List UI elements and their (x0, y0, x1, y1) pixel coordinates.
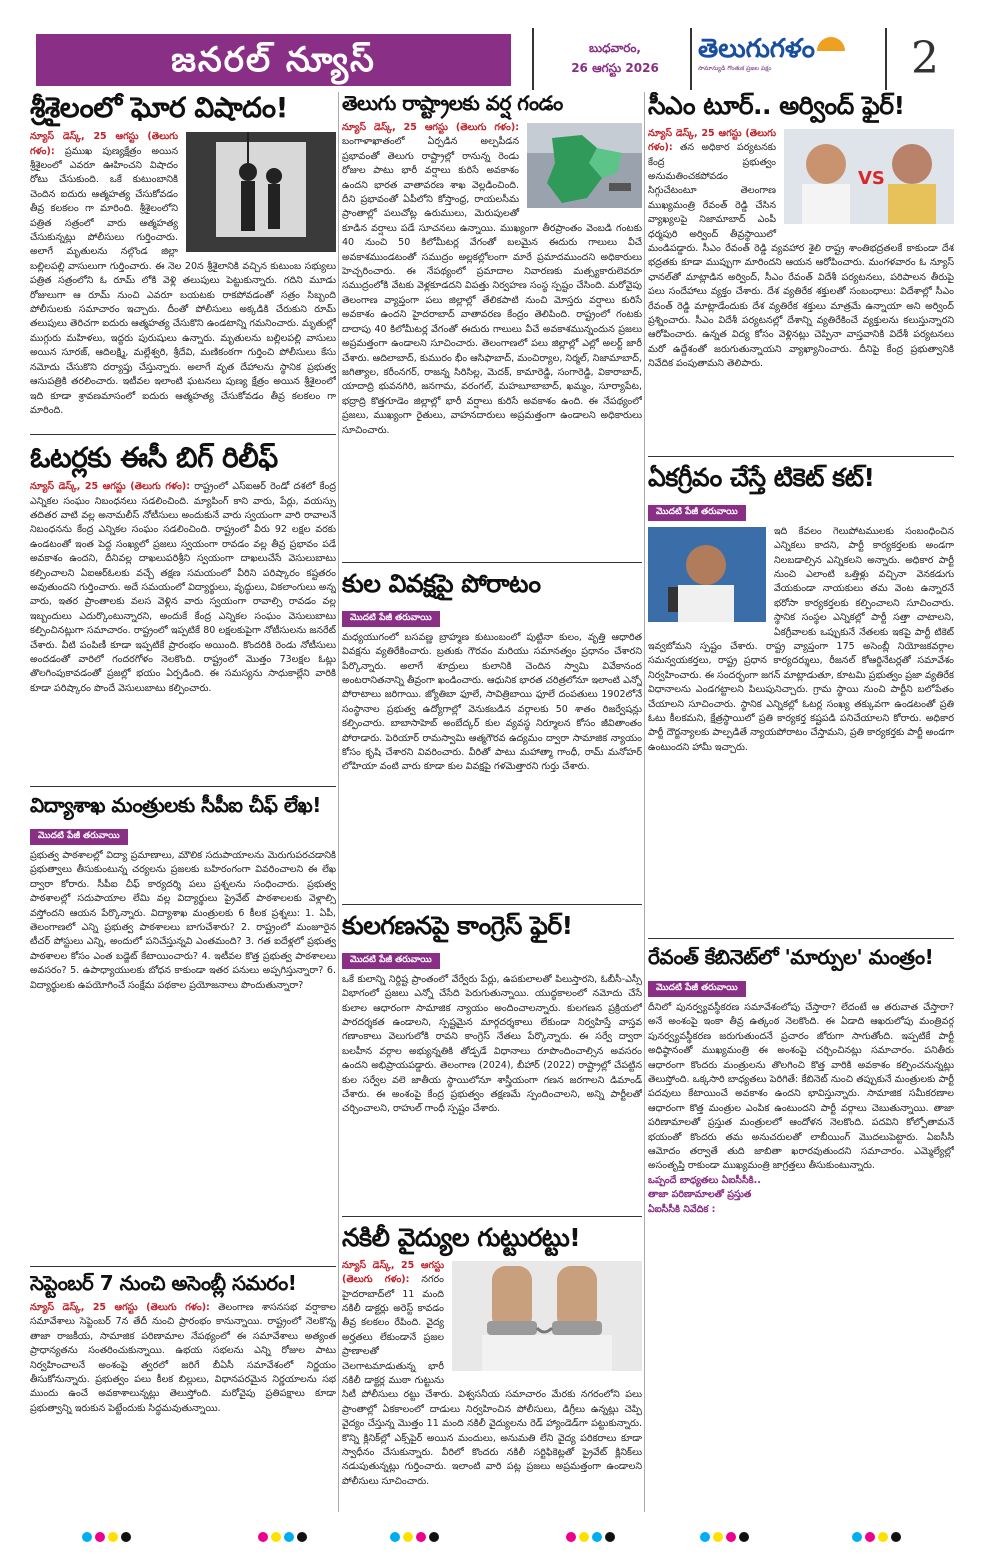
story-education (30, 794, 336, 1264)
print-registration-marks (258, 1527, 310, 1541)
story-srisailam (30, 92, 336, 432)
svg-text:VS: VS (858, 167, 885, 189)
story-divider (342, 562, 642, 563)
story-divider (30, 434, 336, 435)
issue-date (545, 38, 685, 78)
story-unanimous (648, 464, 954, 932)
headline: సీఎం టూర్.. అర్వింద్ ఫైర్! (648, 92, 905, 120)
story-body: ఇది కేవలం గెలుపోటములకు సంబంధించిన ఎన్నికలు కాదని, పార్టీ కార్యకర్తలకు అండగా నిలబడాల్సిన ఎన్నికలని అన్నారు. అధికార పార్టీ నుంచి ఎలాంటి ఒత్తిళ్లు వచ్చినా వెనకడుగు వేయకుండా నాయకులు తమ వెంట ఉన్నారనే భరోసా కార్యకర్తలకు కల్పించాలని సూచించారు. స్థానిక సంస్థల ఎన్నికల్లో పార్టీ సత్తా చాటాలని, ఏకగ్రీవాలకు ఒప్పుకునే నేతలకు ఇకపై పార్టీ టికెట్ ఇవ్వబోమని స్పష్టం చేశారు. రాష్ట్ర వ్యాప్తంగా 175 అసెంబ్లీ నియోజకవర్గాల సమన్వయకర్తలు, రాష్ట్ర ప్రధాన కార్యదర్శులు, రీజనల్ కోఆర్డినేటర్లతో సమావేశం నిర్వహించారు. ఈ సందర్భంగా జగన్ మాట్లాడుతూ, కూటమి ప్రభుత్వం ప్రజా వ్యతిరేక విధానాలను ఎండగట్టాలని పిలుపునిచ్చారు. గ్రామ స్థాయి నుంచి పార్టీని బలోపేతం చేయాలని సూచించారు. స్థానిక ఎన్నికల్లో ఓటర్ల సంఖ్య తక్కువగా ఉండటంతో ప్రతి ఓటు కీలకమని, క్షేత్రస్థాయిలో ప్రతి కార్యకర్త కష్టపడి పనిచేయాలని కోరారు. అధికార పార్టీ దౌర్జన్యాలకు పాల్పడితే న్యాయపోరాటం చేస్తామని, ప్రతి కార్యకర్తకు పార్టీ అండగా ఉంటుందని హామీ ఇచ్చారు. (648, 525, 954, 753)
headline: ఓటర్లకు ఈసీ బిగ్ రిలీఫ్ (30, 442, 278, 474)
byline: మొదటి పేజీ తరువాయి (342, 611, 440, 627)
logo-name: తెలుగుగళం (698, 34, 815, 64)
masthead (30, 28, 958, 88)
masthead-divider (885, 28, 887, 90)
story-body: దీనిలో పునర్వ్యవస్థీకరణ సమావేశంలోపు చేస్తారా? లేదంటే ఆ తరువాత చేస్తారా? అనే అంశంపై ఇంకా తీవ్ర ఉత్కంఠ నెలకొంది. ఈ ఏడాది ఆఖరులోపు మంత్రివర్గ పునర్వ్యవస్థీకరణ జరుగుతుందనే ప్రచారం జోరుగా సాగుతోంది. ఇప్పటికే పార్టీ అధిష్ఠానంతో ముఖ్యమంత్రి ఈ అంశంపై చర్చించినట్లు సమాచారం. పనితీరు ఆధారంగా కొందరు మంత్రులను తొలగించి కొత్త వారికి అవకాశం కల్పించనున్నట్లు తెలుస్తోంది. ఒక్కసారి బాధ్యతలు పెరిగితే: కేబినెట్ నుంచి తప్పుకునే మంత్రులకు పార్టీ పదవులు కేటాయించే అవకాశం ఉందని భావిస్తున్నారు. సామాజిక సమీకరణాల ఆధారంగా కొత్త మంత్రుల ఎంపిక ఉంటుందని పార్టీ వర్గాలు చెబుతున్నాయి. తాజా పరిణామాలతో ప్రస్తుత మంత్రులలో ఆందోళన నెలకొంది. పదవిని కోల్పోతామనే భయంతో కొందరు తమ అనుచరులతో లాబీయింగ్ మొదలుపెట్టారు. ఏఐసీసీ ఆమోదం తర్వాతే తుది జాబితా ఖరారవుతుందని సమాచారం. ఎమ్మెల్యేల్లో అసంతృప్తి రాకుండా ముఖ్యమంత్రి జాగ్రత్తలు తీసుకుంటున్నారు. (648, 1002, 954, 1172)
photo-rain-map (527, 123, 642, 208)
newspaper-logo (698, 34, 878, 84)
story-body: ఒకే కులాన్ని నిర్దిష్ట ప్రాంతంలో వేర్వేరు పేర్లు, ఉపకులాలతో పిలుస్తారని, ఓబీసీ-ఎస్సీ విభాగంలో ప్రజలు ఎన్నో చేసేది పెరుగుతున్నాయి. యుద్ధకాలంలో నమోదు చేసే కులాల ఆధారంగా సామాజిక న్యాయం అందించాలన్నారు. కులగణన ప్రక్రియలో పారదర్శకత ఉండాలని, స్పష్టమైన మార్గదర్శకాలు లేకుండా నిర్వహిస్తే వాస్తవ గణాంకాలు వెలుగులోకి రావని కాంగ్రెస్ నేతలు పేర్కొన్నారు. ఈ సర్వే ద్వారా బలహీన వర్గాల అభ్యున్నతికి తోడ్పడే విధానాలు రూపొందించాల్సిన అవసరం ఉందని అభిప్రాయపడ్డారు. తెలంగాణ (2024), బీహార్ (2022) రాష్ట్రాల్లో చేపట్టిన కుల సర్వేల వలె జాతీయ స్థాయిలోనూ శాస్త్రీయంగా గణన జరగాలని డిమాండ్ చేశారు. ఈ అంశంపై కేంద్ర ప్రభుత్వం తక్షణమే స్పందించాలని, అన్ని పార్టీలతో చర్చించాలని, రాహుల్ గాంధీ స్పష్టం చేశారు. (342, 973, 642, 1115)
story-body: రాష్ట్రంలో ఎస్ఐఆర్ రెండో దశలో కేంద్ర ఎన్నికల సంఘం నిబంధనలు సడలించింది. మ్యాపింగ్ కాని వారు, పేర్లు, వయస్సు తదితర వాటి వల్ల అనామలీస్ నోటీసులు అందుకునే వారు స్వయంగా వారి రావాలనే నిబంధనను కేంద్ర ఎన్నికల సంఘం సడలించింది. రాష్ట్రంలో వీరు 92 లక్షల వరకు ఉండటంతో ఇంత పెద్ద సంఖ్యలో ప్రజలు స్వయంగా రావడం వల్ల తీవ్ర ప్రభావం పడే అవకాశం ఉందని, దీనివల్ల దాఖలుపరిశ్రీని స్వయంగా దాఖలుచేసే వెసులుబాటు కల్పించాలని ఏఐఆర్ఓలకు వచ్చే తక్షణ సమయంలో వీరిని పరిష్కారం కష్టతరం అవుతుందని గుర్తించారు. అదే సమయంలో విద్యార్థులు, వృద్ధులు, వికలాంగులు అన్న వారు, ఇతర ప్రాంతాలకు వలస వెళ్లిన వారు స్వయంగా రావాల్సి రావడం వల్ల ఇబ్బందులు ఎదుర్కొంటున్నారని, అందుకే కేంద్ర ఎన్నికల సంఘం వెసులుబాటు కల్పించినట్లుగా సమాచారం. రాష్ట్రంలో ఇప్పటికే 80 లక్షలకుపైగా నోటీసులను జనరేట్ చేశారు. వీటి పంపిణీ కూడా ఇప్పటికే ప్రారంభం అయింది. కొందరికి రెండు నోటీసులు అందడంతో వారిలో గందరగోళం నెలకొంది. రాష్ట్రంలో మొత్తం 73లక్షల ఓట్లు తొలగింపుకావడంతో ప్రజల్లో భయం ఏర్పడింది. ఈ సమస్యను సాధుకాల్లేని వారికి కూడా పరిష్కారం పొందే వెసులుబాటు కల్పించారు. (30, 481, 336, 694)
story-body: తన అధికార పర్యటనకు కేంద్ర ప్రభుత్వం అనుమతించకపోవడం సిగ్గుచేటంటూ తెలంగాణ ముఖ్యమంత్రి రేవంత్ రెడ్డి చేసిన వ్యాఖ్యలపై నిజామాబాద్ ఎంపీ ధర్మపురి అర్వింద్ తీవ్రస్థాయిలో మండిపడ్డారు. సీఎం రేవంత్ రెడ్డి వ్యవహార శైలి రాష్ట్ర శాంతిభద్రతలకే కాకుండా దేశ భద్రతకు కూడా ముప్పుగా మారిందని ఆయన ఆరోపించారు. మంగళవారం ఓ న్యూస్ ఛానల్‌తో మాట్లాడిన అర్వింద్, సీఎం రేవంత్ విదేశీ పర్యటనలు, పరిపాలన తీరుపై పలు సందేహాలు వ్యక్తం చేశారు. దేశ వ్యతిరేక శక్తులతో సంబంధాలు: విదేశాల్లో సీఎం రేవంత్ రెడ్డి మాట్లాడేందుకు దేశ వ్యతిరేక శక్తులు మాత్రమే ఉన్నాయా అని అర్వింద్ ప్రశ్నించారు. సీఎం విదేశీ పర్యటనల్లో దేశాన్ని వ్యతిరేకించే వ్యక్తులను కలుస్తున్నారని ఆరోపించారు. ఉన్నత విద్య కోసం వెళ్లినట్లు చెప్పినా వాస్తవానికి విదేశీ పర్యటనలు మరో ఉద్దేశంతో జరుగుతున్నాయని వ్యాఖ్యానించారు. దీనిపై కేంద్ర ప్రభుత్వానికి నివేదిక పంపుతామని తెలిపారు. (648, 142, 954, 370)
story-divider (342, 904, 642, 905)
print-registration-marks (700, 1527, 752, 1541)
logo-tagline: సామాన్యుడి గొంతుక ప్రజల పక్షం (698, 65, 772, 72)
story-divider (30, 786, 336, 787)
column-rule (644, 92, 645, 1512)
photo-shadow-figures (186, 132, 336, 252)
photo-versus (784, 129, 954, 224)
story-body: మధ్యయుగంలో బసవణ్ణ బ్రాహ్మణ కుటుంబంలో పుట్టినా కులం, వృత్తి ఆధారిత వివక్షను వ్యతిరేకించారు. బ్రతుకు గౌరవం మరియు సమానత్వం ప్రధానం చేశారని పేర్కొన్నారు. అలాగే శూద్రులు కులానికి చెందిన స్వామి వివేకానంద అంటరానితనాన్ని తీవ్రంగా ఖండించారు. ఆధునిక భారత చరిత్రలోనూ ఇలాంటి ఎన్నో పోరాటాలు జరిగాయి. జ్యోతిబా ఫూలే, సావిత్రిబాయి ఫూలే దంపతులు 1902లోనే సంస్థానాల ప్రభుత్వ ఉద్యోగాల్లో వెనుకబడిన వర్గాలకు 50 శాతం రిజర్వేషన్లు కల్పించారు. బాబాసాహెబ్ అంబేద్కర్ కుల వ్యవస్థ నిర్మూలన కోసం జీవితాంతం పోరాడారు. పెరియార్ రామస్వామి ఆత్మగౌరవ ఉద్యమం ద్వారా సామాజిక న్యాయం కోసం కృషి చేశారని వివరించారు. వీరితో పాటు మహాత్మా గాంధీ, రామ్ మనోహర్ లోహియా వంటి వారు కూడా కుల వివక్షపై గళమెత్తారని గుర్తు చేశారు. (342, 631, 642, 773)
photo-handcuffs (452, 1261, 642, 1371)
story-body: ప్రముఖ పుణ్యక్షేత్రం అయిన శ్రీశైలంలో ఎవరూ ఊహించని విషాదం రోటు చేసుకుంది. ఒకే కుటుంబానికి చెందిన ఐదురు ఆత్మహత్య చేసుకోవడం తీవ్ర కలకలం గా మారింది. శ్రీశైలంలోని పత్రిత సత్రంలో వారు ఆత్మహత్య చేసుకున్నట్లు పోలీసులు గుర్తించారు. అలాగే మృతులను నల్గొండ జిల్లా బల్లిలపల్లి వాసులుగా గుర్తించారు. ఈ నెల 20న శ్రీశైలానికి వచ్చిన కుటుంబ సభ్యులు పత్రిత సత్రంలోని ఓ రూమ్ లోకి వెళ్లి తలుపులు పెట్టుకున్నారు. గదిని మూడు రోజులుగా ఆ రూమ్ నుంచి ఎవరూ బయటకు రాకపోవడంతో సత్రం సిబ్బంది పోలీసులకు సమాచారం ఇచ్చారు. దీంతో పోలీసులు అక్కడికి చేరుకుని రూమ్ తలుపులు తెరిచగా ఐదురు ఆత్మహత్య చేసుకొని ఉండటాన్ని గమనించారు. మృతుల్లో ముగ్గురు మహిళలు, ఇద్దరు పురుషులు ఉన్నారు. మృతులను బల్లిలపల్లి వాసులు అయిన సూరజ్, ఆదిలక్ష్మి, మల్లేశ్వరి, శ్రీదేవి, మణికంఠగా గుర్తించి పోలీసులు కేసు నమోదు చేసుకొని దర్యాప్తు చేస్తున్నారు. అలాగే వృత దేహాలను స్థానిక ప్రభుత్వ ఆసుపత్రికి తరలించారు. ఇటీవల ఇలాంటి ఘటనలు పుణ్య క్షేత్రం అయిన శ్రీశైలంలో ఇది కూడా శ్రావణమాసంలో ఐదురు ఆత్మహత్య చేసుకోవడం తీవ్ర కలకలం గా మారింది. (30, 145, 336, 416)
byline: మొదటి పేజీ తరువాయి (648, 505, 746, 521)
story-cabinet (648, 946, 954, 1512)
headline: కులగణనపై కాంగ్రెస్ ఫైర్! (342, 912, 573, 940)
story-body: నగరం హైదరాబాద్‌లో 11 మంది నకిలీ డాక్టర్లు అరెస్ట్ కావడం తీవ్ర కలకలం రేపింది. వైద్య అర్హతలు లేకుండానే ప్రజల ప్రాణాలతో చెలగాటమాడుతున్న భారీ నకిలీ డాక్టర్ల ముఠా గుట్టును సిటీ పోలీసులు రట్టు చేశారు. విశ్వసనీయ సమాచారం మేరకు నగరంలోని పలు ప్రాంతాల్లో ఏకకాలంలో దాడులు నిర్వహించిన పోలీసులు, డిగ్రీలు ఉన్నట్లు చెప్పి వైద్యం చేస్తున్న మొత్తం 11 మంది నకిలీ వైద్యులను రెడ్ హ్యాండెడ్‌గా పట్టుకున్నారు. కొన్ని క్లినిక్‌ల్లో ఎక్స్‌పైర్ అయిన మందులు, అనుమతి లేని వైద్య పరికరాలు కూడా స్వాధీనం చేసుకున్నారు. వీరిలో కొందరు నకిలీ సర్టిఫికెట్లతో ప్రైవేట్ క్లినిక్‌లు నడుపుతున్నట్లు గుర్తించారు. ఇలాంటి వారి పట్ల ప్రజలు అప్రమత్తంగా ఉండాలని పోలీసులు సూచించారు. (342, 1274, 642, 1487)
dateline: న్యూస్ డెస్క్, 25 ఆగస్టు (తెలుగు గళం): (30, 131, 178, 157)
subheading: ఏఐసీసీకి నివేదిక : (648, 1203, 716, 1215)
print-registration-marks (566, 1527, 618, 1541)
story-census (342, 912, 642, 1212)
headline: విద్యాశాఖ మంత్రులకు సీపీఐ చీఫ్ లేఖ! (30, 794, 321, 817)
masthead-divider (532, 28, 534, 90)
issue-weekday: బుధవారం, (589, 41, 641, 55)
story-divider (648, 938, 954, 939)
byline: మొదటి పేజీ తరువాయి (30, 829, 128, 845)
headline: శ్రీశైలంలో ఘోర విషాదం! (30, 92, 288, 124)
story-body: ప్రభుత్వ పాఠశాలల్లో విద్యా ప్రమాణాలు, మౌలిక సదుపాయాలను మెరుగుపరచడానికి ప్రభుత్వాలు తీసుకుంటున్న చర్యలను ప్రజలకు బహిరంగంగా వివరించాలని ఈ లేఖ ద్వారా కోరారు. సీపీఐ చీఫ్ కార్యదర్శి పలు ప్రశ్నలను సంధించారు. ప్రభుత్వ పాఠశాలల్లో సదుపాయాల లేమి వల్ల విద్యార్థులు ప్రైవేట్ పాఠశాలలకు వెళ్లాల్సి వస్తోందని ఆయన పేర్కొన్నారు. విద్యాశాఖ మంత్రులకు 6 కీలక ప్రశ్నలు: 1. ఏపీ, తెలంగాణలో ఎన్ని ప్రభుత్వ పాఠశాలలు బాగుచేశారు? 2. రాష్ట్రంలో మంజూరైన టీచర్ పోస్టులు ఎన్ని, అందులో పనిచేస్తున్నవి ఎంతమంది? 3. గత ఐదేళ్లలో ప్రభుత్వ పాఠశాలల కోసం ఎంత బడ్జెట్ కేటాయించారు? 4. ఇటీవల కొత్త ప్రభుత్వ పాఠశాలలు అవసరం? 5. ఉపాధ్యాయులకు బోధన కాకుండా ఇతర పనులు అప్పగిస్తున్నారా? 6. విద్యార్థులకు ఉపయోగించే సంక్షేమ పథకాల ప్రయోజనాలు పొందుతున్నారా? (30, 850, 336, 991)
column-right (648, 92, 954, 1512)
story-assembly (30, 1272, 336, 1512)
story-body: తెలంగాణ శాసనసభ వర్షాకాల సమావేశాలు సెప్టెంబర్ 7న తేదీ నుంచి ప్రారంభం కానున్నాయి. రాష్ట్రంలో నెలకొన్న తాజా రాజకీయ, సామాజిక పరిణామాల నేపథ్యంలో ఈ సమావేశాలు అత్యంత ప్రాధాన్యతను సంతరించుకున్నాయి. ఉభయ సభలను ఎన్ని రోజుల పాటు నిర్వహించాలనే అంశంపై త్వరలో జరిగే బీఏసీ సమావేశంలో నిర్ణయం తీసుకోనున్నారు. ప్రభుత్వం పలు కీలక బిల్లులు, విధానపరమైన నిర్ణయాలను సభ ముందు ఉంచే అవకాశాలున్నట్లు తెలుస్తోంది. మరోవైపు ప్రతిపక్షాలు కూడా ప్రభుత్వాన్ని ఇరుకున పెట్టేందుకు సిద్ధమవుతున్నాయి. (30, 1302, 336, 1414)
column-left (30, 92, 336, 1512)
byline: మొదటి పేజీ తరువాయి (648, 981, 746, 997)
dateline: న్యూస్ డెస్క్, 25 ఆగస్టు (తెలుగు గళం): (30, 481, 190, 493)
issue-date-text: 26 ఆగస్టు 2026 (571, 61, 659, 75)
print-registration-marks (852, 1527, 904, 1541)
subheading: ఒప్పందే బాధ్యతలు ఏఐసీసీకి.. (648, 1174, 761, 1186)
story-divider (30, 1266, 336, 1267)
headline: ఏకగ్రీవం చేస్తే టికెట్ కట్! (648, 464, 875, 492)
dateline: న్యూస్ డెస్క్, 25 ఆగస్టు (తెలుగు గళం): (342, 1259, 444, 1286)
subheading: తాజా పరిణామాలతో ప్రస్తుత (648, 1189, 752, 1201)
story-caste-disc (342, 570, 642, 900)
dateline: న్యూస్ డెస్క్, 25 ఆగస్టు (తెలుగు గళం): (30, 1302, 210, 1313)
story-fake-doctors (342, 1224, 642, 1512)
headline: తెలుగు రాష్ట్రాలకు వర్ష గండం (342, 92, 563, 115)
headline: కుల వివక్షపై పోరాటం (342, 570, 541, 598)
dateline: న్యూస్ డెస్క్, 25 ఆగస్టు (తెలుగు గళం): (342, 122, 519, 133)
headline: రేవంత్ కేబినెట్‌లో 'మార్పుల' మంత్రం! (648, 946, 934, 969)
column-rule (338, 92, 339, 1512)
story-divider (648, 456, 954, 457)
story-voters (30, 442, 336, 782)
masthead-divider (690, 28, 692, 90)
story-divider (342, 1216, 642, 1217)
story-rains (342, 92, 642, 552)
print-registration-marks (390, 1527, 442, 1541)
dateline: న్యూస్ డెస్క్, 25 ఆగస్టు (తెలుగు గళం): (648, 127, 776, 154)
column-middle (342, 92, 642, 1512)
headline: సెప్టెంబర్ 7 నుంచి అసెంబ్లీ సమరం! (30, 1272, 297, 1295)
section-title: జనరల్ న్యూస్ (36, 34, 511, 86)
byline: మొదటి పేజీ తరువాయి (342, 953, 440, 969)
headline: నకిలీ వైద్యుల గుట్టురట్టు! (342, 1224, 581, 1252)
print-registration-marks (82, 1527, 134, 1541)
photo-speaker (648, 527, 766, 622)
story-cm-tour (648, 92, 954, 452)
sun-icon (817, 37, 845, 51)
page-number: 2 (911, 33, 939, 84)
story-body: బంగాళాఖాతంలో ఏర్పడిన అల్పపీడన ప్రభావంతో తెలుగు రాష్ట్రాల్లో రానున్న రెండు రోజుల పాటు భారీ వర్షాలు కురిసే అవకాశం ఉందని భారత వాతావరణ శాఖ వెల్లడించింది. దీని ప్రభావంతో ఏపీలోని కోస్తాంధ్ర, రాయలసీమ ప్రాంతాల్లో పలుచోట్ల ఉరుములు, మెరుపులతో కూడిన వర్షాలు పడే సూచనలు ఉన్నాయి. ముఖ్యంగా తీరప్రాంతం వెంబడి గంటకు 40 నుంచి 50 కిలోమీటర్ల వేగంతో బలమైన ఈదురు గాలులు వీచే అవకాశముండటంతో సముద్రం అల్లకల్లోలంగా మారే ప్రమాదముందని అధికారులు హెచ్చరించారు. ఈ నేపథ్యంలో ప్రమాదాల నివారణకు మత్స్యకారులెవరూ సముద్రంలోకి వేటకు వెళ్లకూడదని విపత్తు నిర్వహణ సంస్థ స్పష్టం చేసింది. మరోవైపు తెలంగాణ వ్యాప్తంగా పలు జిల్లాల్లో తేలికపాటి నుంచి మోస్తరు వర్షాలు కురిసే అవకాశం ఉందని హైదరాబాద్ వాతావరణ కేంద్రం తెలిపింది. రాష్ట్రంలో గంటకు దాదాపు 40 కిలోమీటర్ల వేగంతో ఈదురు గాలులు వీచే అవకాశమున్నందున ప్రజలు అప్రమత్తంగా ఉండాలని సూచించారు. తెలంగాణలో పలు జిల్లాల్లో ఎల్లో అలర్ట్ జారీ చేశారు. ఆదిలాబాద్, కుమురం భీం ఆసిఫాబాద్, మంచిర్యాల, నిర్మల్, నిజామాబాద్, జగిత్యాల, కరీంనగర్, రాజన్న సిరిసిల్ల, మెదక్, కామారెడ్డి, సంగారెడ్డి, వికారాబాద్, యాదాద్రి భువనగిరి, జనగామ, వరంగల్, మహబూబాబాద్, ఖమ్మం, సూర్యాపేట, భద్రాద్రి కొత్తగూడెం జిల్లాల్లో భారీ వర్షాలు కురిసే అవకాశం ఉంది. ఈ నేపథ్యంలో ప్రజలు, ముఖ్యంగా రైతులు, వాహనదారులు అప్రమత్తంగా ఉండాలని అధికారులు సూచించారు. (342, 136, 642, 436)
